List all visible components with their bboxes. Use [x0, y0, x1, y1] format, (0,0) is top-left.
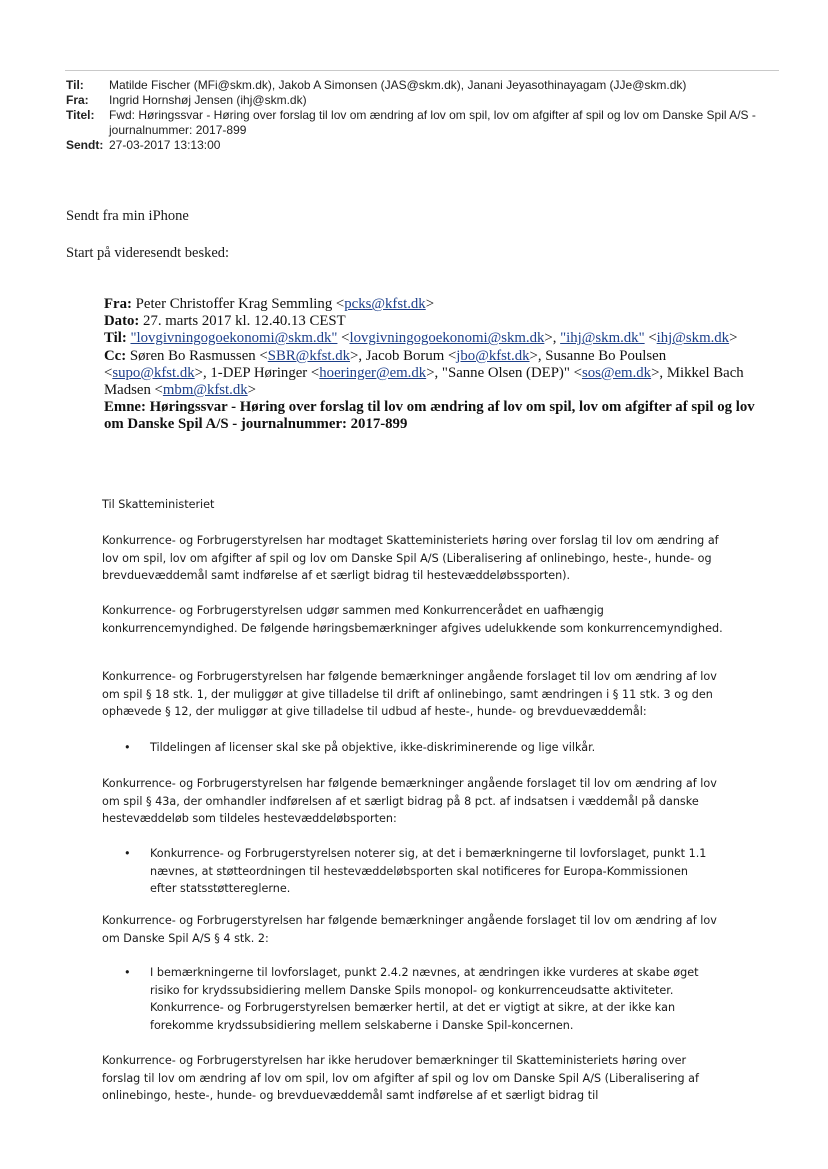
- fwd-cc-link-2[interactable]: jbo@kfst.dk: [456, 347, 530, 364]
- paragraph-4: Konkurrence- og Forbrugerstyrelsen har følgende bemærkninger angående forslaget til lov om ændring af lov om spil § 43a, der omhandler indførelsen af et særligt bidrag på 8 pct. af indsatsen i væddemål på danske hestevæddeløb som tildeles hestevæddeløbsporten:: [102, 777, 717, 825]
- header-sent-label: Sendt:: [66, 138, 104, 152]
- header-divider: [65, 70, 779, 71]
- fwd-cc-text-4: >, 1-DEP Høringer <: [194, 364, 320, 381]
- header-title-value: Fwd: Høringssvar - Høring over forslag til lov om ændring af lov om spil, lov om afgifter af spil og lov om Danske Spil A/S - journalnummer: 2017-899: [109, 108, 756, 137]
- fwd-cc-link-1[interactable]: SBR@kfst.dk: [267, 347, 351, 364]
- fwd-to-label: Til:: [104, 330, 127, 347]
- fwd-from-email-link[interactable]: pcks@kfst.dk: [344, 296, 426, 312]
- header-to-label: Til:: [66, 78, 84, 92]
- header-from-value: Ingrid Hornshøj Jensen (ihj@skm.dk): [109, 93, 307, 107]
- fwd-to-sep-1: <: [337, 330, 350, 347]
- paragraph-3: Konkurrence- og Forbrugerstyrelsen har følgende bemærkninger angående forslaget til lov om ændring af lov om spil § 18 stk. 1, der muliggør at give tilladelse til drift af onlinebingo, samt ændringen i § 11 stk. 3 og den ophævede § 12, der muliggør at give tilladelse til udbud af heste-, hunde- og brevduevæddemål:: [102, 670, 717, 718]
- bullet-text-3: I bemærkningerne til lovforslaget, punkt 2.4.2 nævnes, at ændringen ikke vurderes at skabe øget risiko for krydssubsidiering mellem Danske Spils monopol- og konkurrenceudsatte aktiviteter. Konkurrence- og Forbrugerstyrelsen bemærker hertil, at det er vigtigt at sikre, at der ikke kan forekomme krydssubsidiering mellem selskaberne i Danske Spil-koncernen.: [150, 966, 699, 1032]
- fwd-cc-text-1: Søren Bo Rasmussen <: [126, 347, 268, 364]
- header-from-row: [66, 93, 759, 108]
- header-to-row: [66, 78, 759, 93]
- fwd-cc-text-3: >, Susanne Bo Poulsen <: [104, 347, 667, 381]
- fwd-cc-link-5[interactable]: sos@em.dk: [581, 364, 652, 381]
- fwd-cc-link-4[interactable]: hoeringer@em.dk: [319, 364, 427, 381]
- forwarded-header: [104, 296, 764, 434]
- bullet-dot-1: •: [124, 741, 131, 754]
- fwd-cc-text-5: >, "Sanne Olsen (DEP)" <: [426, 364, 582, 381]
- bullet-text-1: Tildelingen af licenser skal ske på objektive, ikke-diskriminerende og lige vilkår.: [150, 741, 596, 754]
- bullet-text-2: Konkurrence- og Forbrugerstyrelsen noterer sig, at det i bemærkningerne til lovforslaget, punkt 1.1 nævnes, at støtteordningen til hestevæddeløbsporten skal notificeres for Europa-Kommissionen efter statsstøttereglerne.: [150, 847, 707, 895]
- email-header: [66, 78, 759, 153]
- header-title-label: Titel:: [66, 108, 95, 122]
- bullet-dot-2: •: [124, 847, 131, 860]
- fwd-date-row: [104, 313, 764, 330]
- paragraph-1: Konkurrence- og Forbrugerstyrelsen har modtaget Skatteministeriets høring over forslag til lov om ændring af lov om spil, lov om afgifter af spil og lov om Danske Spil A/S (Liberalisering af onlinebingo, heste-, hunde- og brevduevæddemål samt indførelse af et særligt bidrag til hestevæddeløbssporten).: [102, 534, 719, 582]
- header-title-row: [66, 108, 759, 138]
- fwd-to-link-1[interactable]: "lovgivningogoekonomi@skm.dk": [130, 330, 338, 347]
- fwd-to-sep-3: <: [644, 330, 657, 347]
- fwd-to-link-4[interactable]: ihj@skm.dk: [656, 330, 730, 347]
- paragraph-5: Konkurrence- og Forbrugerstyrelsen har følgende bemærkninger angående forslaget til lov om ændring af lov om Danske Spil A/S § 4 stk. 2:: [102, 914, 717, 945]
- header-sent-row: [66, 138, 759, 153]
- fwd-from-row: [104, 296, 764, 313]
- fwd-date-value: 27. marts 2017 kl. 12.40.13 CEST: [143, 313, 346, 330]
- fwd-from-name: Peter Christoffer Krag Semmling <: [135, 296, 345, 312]
- fwd-subject-row: [104, 399, 764, 433]
- fwd-to-row: [104, 330, 764, 347]
- fwd-subject-label: Emne:: [104, 399, 146, 416]
- fwd-to-link-3[interactable]: "ihj@skm.dk": [560, 330, 645, 347]
- paragraph-6: Konkurrence- og Forbrugerstyrelsen har ikke herudover bemærkninger til Skatteministeriets høring over forslag til lov om ændring af lov om spil, lov om afgifter af spil og lov om Danske Spil A/S (Liberalisering af onlinebingo, heste-, hunde- og brevduevæddemål samt indførelse af et særligt bidrag til: [102, 1054, 699, 1102]
- fwd-subject-value: Høringssvar - Høring over forslag til lov om ændring af lov om spil, lov om afgifter af spil og lov om Danske Spil A/S - journalnummer: 2017-899: [104, 399, 755, 433]
- fwd-cc-label: Cc:: [104, 347, 127, 364]
- fwd-cc-text-7: >: [247, 382, 257, 399]
- header-from-label: Fra:: [66, 93, 89, 107]
- fwd-date-label: Dato:: [104, 313, 140, 330]
- salutation: Til Skatteministeriet: [102, 498, 215, 511]
- fwd-cc-link-6[interactable]: mbm@kfst.dk: [162, 382, 248, 399]
- fwd-from-label: Fra:: [104, 296, 132, 312]
- fwd-cc-text-2: >, Jacob Borum <: [350, 347, 457, 364]
- bullet-dot-3: •: [124, 966, 131, 979]
- fwd-to-sep-2: >,: [544, 330, 561, 347]
- header-sent-value: 27-03-2017 13:13:00: [109, 138, 221, 152]
- fwd-to-link-2[interactable]: lovgivningogoekonomi@skm.dk: [349, 330, 545, 347]
- header-to-value: Matilde Fischer (MFi@skm.dk), Jakob A Simonsen (JAS@skm.dk), Janani Jeyasothinayagam (JJe@skm.dk): [109, 78, 687, 92]
- fwd-cc-link-3[interactable]: supo@kfst.dk: [112, 364, 195, 381]
- paragraph-2: Konkurrence- og Forbrugerstyrelsen udgør sammen med Konkurrencerådet en uafhængig konkurrencemyndighed. De følgende høringsbemærkninger afgives udelukkende som konkurrencemyndighed.: [102, 604, 723, 635]
- forwarded-line: Start på videresendt besked:: [66, 245, 230, 261]
- fwd-to-sep-4: >: [729, 330, 738, 347]
- fwd-from-end: >: [425, 296, 435, 312]
- fwd-cc-row: [104, 348, 764, 400]
- fwd-cc-text-6: >, Mikkel Bach Madsen <: [104, 364, 744, 399]
- sent-from-line: Sendt fra min iPhone: [66, 208, 189, 224]
